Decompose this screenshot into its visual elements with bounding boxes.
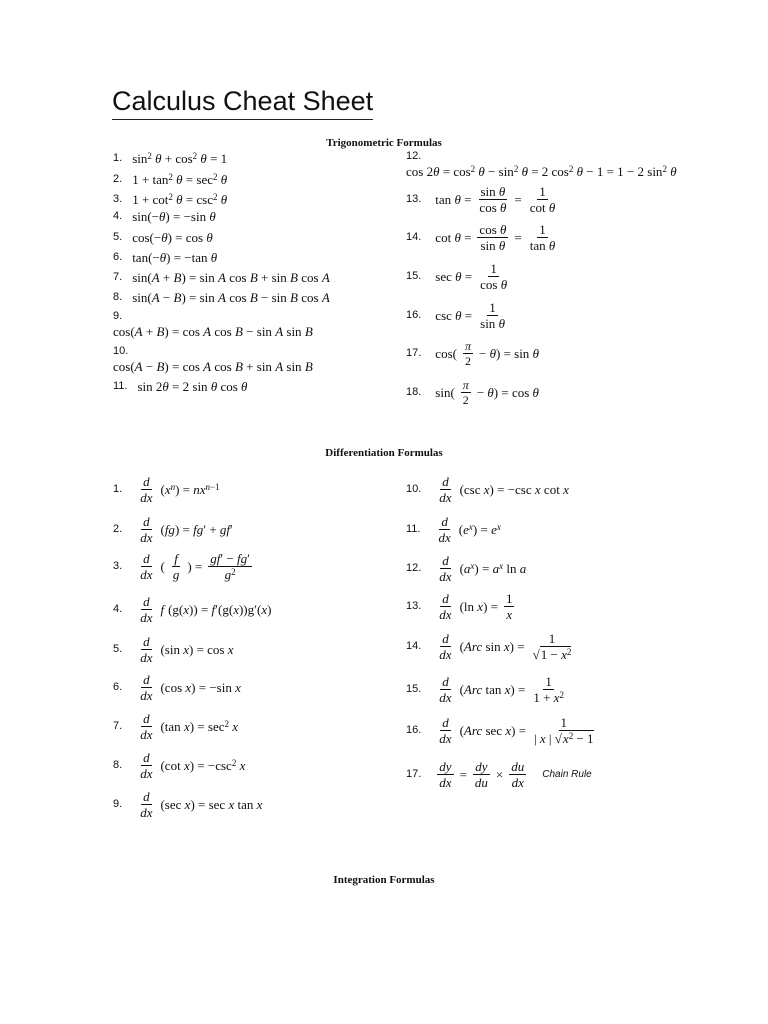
section-heading-trigonometric: Trigonometric Formulas: [326, 137, 442, 149]
trig-formula-13: 13. tan θ = $\frac{\text{sin θ}}{\text{cos θ}}$ = $\frac{1}{\text{cot θ}}$: [406, 184, 556, 215]
diff-formula-14: 14. $\frac{d}{dx}$ (Arc sin x) = $\frac{1}{√1 - x^2}$: [406, 631, 572, 662]
trig-formula-12: 12. $\cos 2\theta = \cos^2 \theta - \sin^2 \theta = 2$ $\cos^2 \theta - 1 = 1 - 2$ $\sin^2 \theta$: [406, 150, 677, 179]
section-heading-integration: Integration Formulas: [333, 874, 435, 886]
diff-formula-9: 9. $\frac{d}{dx}$ (sec x) = sec x tan x: [113, 789, 263, 820]
chain-rule-note: Chain Rule: [542, 768, 592, 780]
diff-formula-3: 3. $\frac{d}{dx}$ ( $\frac{f}{g}$ ) = $\frac{gf' - fg'}{g^2}$: [113, 551, 251, 582]
section-heading-differentiation: Differentiation Formulas: [325, 447, 443, 459]
trig-formula-4: 4. sin(−θ) = −sin θ: [113, 209, 216, 224]
diff-formula-17: 17. $\frac{dy}{dx}$ = $\frac{dy}{du}$ × $\frac{du}{dx}$ Chain Rule: [406, 759, 592, 790]
trig-formula-5: 5. cos(−θ) = cos θ: [113, 230, 213, 245]
trig-formula-16: 16. csc θ = $\frac{1}{\text{sin θ}}$: [406, 300, 505, 331]
diff-formula-15: 15. $\frac{d}{dx}$ (Arc tan x) = $\frac{1}{1 + x^2}$: [406, 674, 564, 705]
trig-formula-6: 6. tan(−θ) = −tan θ: [113, 250, 218, 265]
diff-formula-5: 5. $\frac{d}{dx}$ (sin x) = cos x: [113, 634, 234, 665]
diff-formula-13: 13. $\frac{d}{dx}$ (ln x) = $\frac{1}{x}$: [406, 591, 513, 622]
diff-formula-2: 2. $\frac{d}{dx}$ (fg) = fg′ + gf′: [113, 514, 233, 545]
diff-formula-4: 4. $\frac{d}{dx}$ f (g(x)) = f′(g(x))g′(x): [113, 594, 272, 625]
diff-formula-10: 10. $\frac{d}{dx}$ (csc x) = −csc x cot x: [406, 474, 569, 505]
diff-formula-6: 6. $\frac{d}{dx}$ (cos x) = −sin x: [113, 672, 241, 703]
trig-formula-3: 3. $1 + \cot^2 \theta = \csc^2 \theta$: [113, 191, 228, 207]
trig-formula-18: 18. sin( $\frac{\pi}{2}$ − θ) = cos θ: [406, 378, 539, 407]
trig-formula-9: 9. cos(A + B) = cos A cos B − sin A sin B: [113, 310, 313, 339]
diff-formula-7: 7. $\frac{d}{dx}$ (tan $x) = \sec^2 x$: [113, 711, 239, 742]
diff-formula-16: 16. $\frac{d}{dx}$ (Arc sec x) = $\frac{1}{| x | √x^2 - 1}$: [406, 715, 594, 746]
trig-formula-11: 11. sin 2θ = 2 sin θ cos θ: [113, 379, 248, 394]
diff-formula-12: 12. $\frac{d}{dx}$ $(a^x) = a^x$ ln a: [406, 553, 527, 584]
diff-formula-11: 11. $\frac{d}{dx}$ $(e^x) = e^x$: [406, 514, 501, 545]
trig-formula-1: 1. $\sin^2 \theta + \cos^2 \theta = 1$: [113, 150, 228, 166]
page-title: Calculus Cheat Sheet: [112, 86, 373, 120]
trig-formula-14: 14. cot θ = $\frac{\text{cos θ}}{\text{sin θ}}$ = $\frac{1}{\text{tan θ}}$: [406, 222, 556, 253]
diff-formula-8: 8. $\frac{d}{dx}$ (cot $x) = -\csc^2$ x: [113, 750, 246, 781]
trig-formula-8: 8. sin(A − B) = sin A cos B − sin B cos A: [113, 290, 330, 305]
trig-formula-15: 15. sec θ = $\frac{1}{\text{cos θ}}$: [406, 261, 508, 292]
trig-formula-17: 17. cos( $\frac{\pi}{2}$ − θ) = sin θ: [406, 339, 539, 368]
trig-formula-7: 7. sin(A + B) = sin A cos B + sin B cos A: [113, 270, 330, 285]
trig-formula-2: 2. $1 + \tan^2 \theta = \sec^2 \theta$: [113, 171, 228, 187]
diff-formula-1: 1. $\frac{d}{dx}$ $(x^n) = nx^{n-1}$: [113, 474, 220, 505]
trig-formula-10: 10. cos(A − B) = cos A cos B + sin A sin B: [113, 345, 313, 374]
